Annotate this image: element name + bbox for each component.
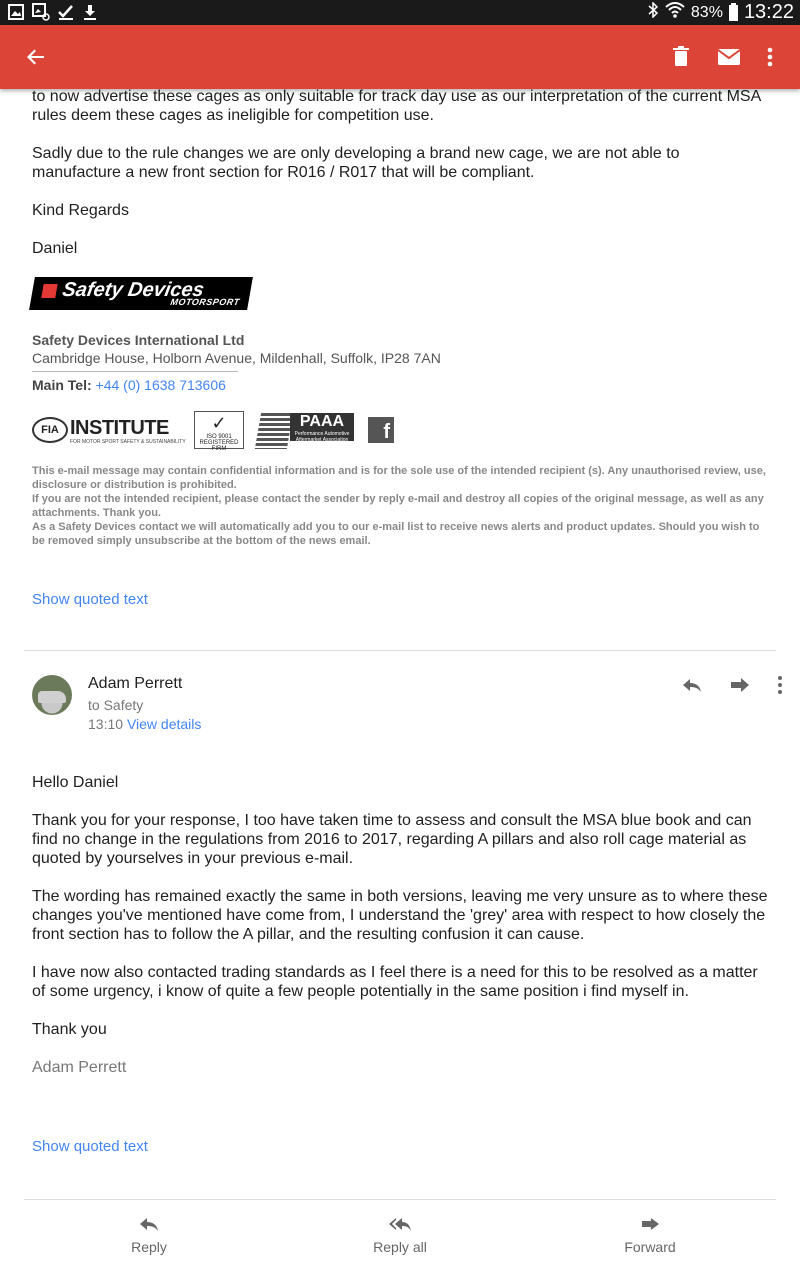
bottom-divider [24, 1199, 776, 1200]
message-paragraph: Kind Regards [32, 202, 129, 219]
forward-button[interactable] [580, 1215, 720, 1255]
email-disclaimer: This e-mail message may contain confidential information and is for the sole use of the intended recipient (s). Any unauthorised review, use, disclosure or distribution is prohibited. If you are not the intended recipient, please contact the sender by reply e-mail and destroy all copies of the original message, as well as any attachments. Thank you. As a Safety Devices contact we will automatically add you to our e-mail list to receive news alerts and product updates. Should you wish to be removed simply unsubscribe at the bottom of the news email. [32, 465, 766, 547]
view-details-link[interactable]: View details [126, 716, 202, 732]
avatar[interactable] [32, 675, 72, 715]
signature-phone [32, 377, 226, 393]
reply-button[interactable] [79, 1215, 219, 1255]
reply-all-icon [388, 1215, 412, 1235]
signature-badges [32, 411, 432, 451]
facebook-icon[interactable]: f [368, 417, 394, 443]
trash-icon[interactable] [668, 43, 694, 71]
clock: 13:22 [743, 1, 794, 23]
phone-link[interactable]: +44 (0) 1638 713606 [95, 377, 226, 393]
fia-institute-logo: FIA INSTITUTE FOR MOTOR SPORT SAFETY & SUSTAINABILITY [32, 417, 182, 447]
message-body [32, 773, 772, 1096]
message-time: 13:10 View details [88, 716, 202, 732]
message-body [32, 89, 772, 277]
show-quoted-text-link[interactable]: Show quoted text [32, 591, 148, 608]
message-divider [24, 650, 776, 651]
signature-address: Cambridge House, Holborn Avenue, Mildenhall, Suffolk, IP28 7AN [32, 350, 441, 366]
download-icon [82, 4, 98, 25]
reply-icon [137, 1215, 161, 1235]
message-signature: Adam Perrett [32, 1059, 127, 1076]
image-icon [8, 4, 24, 25]
battery-percent: 83% [690, 3, 723, 21]
message-paragraph: Sadly due to the rule changes we are only developing a brand new cage, we are not able to manufacture a new front section for R016 / R017 that will be compliant. [32, 145, 680, 181]
status-bar [0, 0, 800, 25]
more-vert-icon[interactable] [770, 673, 790, 697]
recipient-line: to Safety [88, 697, 144, 713]
forward-icon [638, 1215, 662, 1235]
show-quoted-text-link[interactable]: Show quoted text [32, 1138, 148, 1155]
reply-label: Reply [131, 1239, 167, 1255]
paaa-logo: PAAA Performance Automotive Aftermarket Association [258, 413, 354, 449]
message-paragraph: I have now also contacted trading standards as I feel there is a need for this to be resolved as a matter of some urgency, i know of quite a few people potentially in the same position i find myself in. [32, 964, 758, 1000]
mail-icon[interactable] [715, 43, 743, 71]
app-bar [0, 25, 800, 89]
message-paragraph: The wording has remained exactly the same in both versions, leaving me very unsure as to where these changes you've mentioned have come from, I understand the 'grey' area with respect to how closely the front section has to follow the A pillar, and the resulting confusion it can cause. [32, 888, 768, 943]
wifi-icon [665, 2, 685, 23]
safety-devices-logo: Safety Devices MOTORSPORT [29, 277, 253, 310]
message-paragraph: Thank you for your response, I too have taken time to assess and consult the MSA blue book and can find no change in the regulations from 2016 to 2017, regarding A pillars and also roll cage material as quoted by yourselves in your previous e-mail. [32, 812, 752, 867]
message-paragraph: Thank you [32, 1021, 107, 1038]
forward-icon[interactable] [728, 673, 752, 697]
signature-company: Safety Devices International Ltd [32, 332, 245, 348]
bottom-action-bar [0, 1199, 800, 1280]
sender-name[interactable]: Adam Perrett [88, 675, 183, 692]
check-icon [58, 4, 74, 25]
reply-icon[interactable] [680, 673, 704, 697]
bluetooth-icon [647, 2, 659, 23]
battery-icon [729, 5, 738, 21]
signature-divider [32, 371, 238, 372]
back-arrow-icon[interactable] [22, 43, 50, 71]
more-vert-icon[interactable] [760, 43, 780, 71]
message-paragraph: Daniel [32, 240, 78, 257]
email-sync-icon [32, 3, 50, 26]
iso-9001-badge: ✓ ISO 9001 REGISTERED FIRM [194, 411, 244, 449]
forward-label: Forward [624, 1239, 676, 1255]
message-paragraph: Hello Daniel [32, 774, 119, 791]
reply-all-label: Reply all [373, 1239, 427, 1255]
message-paragraph: to now advertise these cages as only suitable for track day use as our interpretation of the current MSA rules deem these cages as ineligible for competition use. [32, 89, 761, 124]
conversation [0, 89, 800, 1199]
phone-label: Main Tel: [32, 377, 92, 393]
reply-all-button[interactable] [330, 1215, 470, 1255]
